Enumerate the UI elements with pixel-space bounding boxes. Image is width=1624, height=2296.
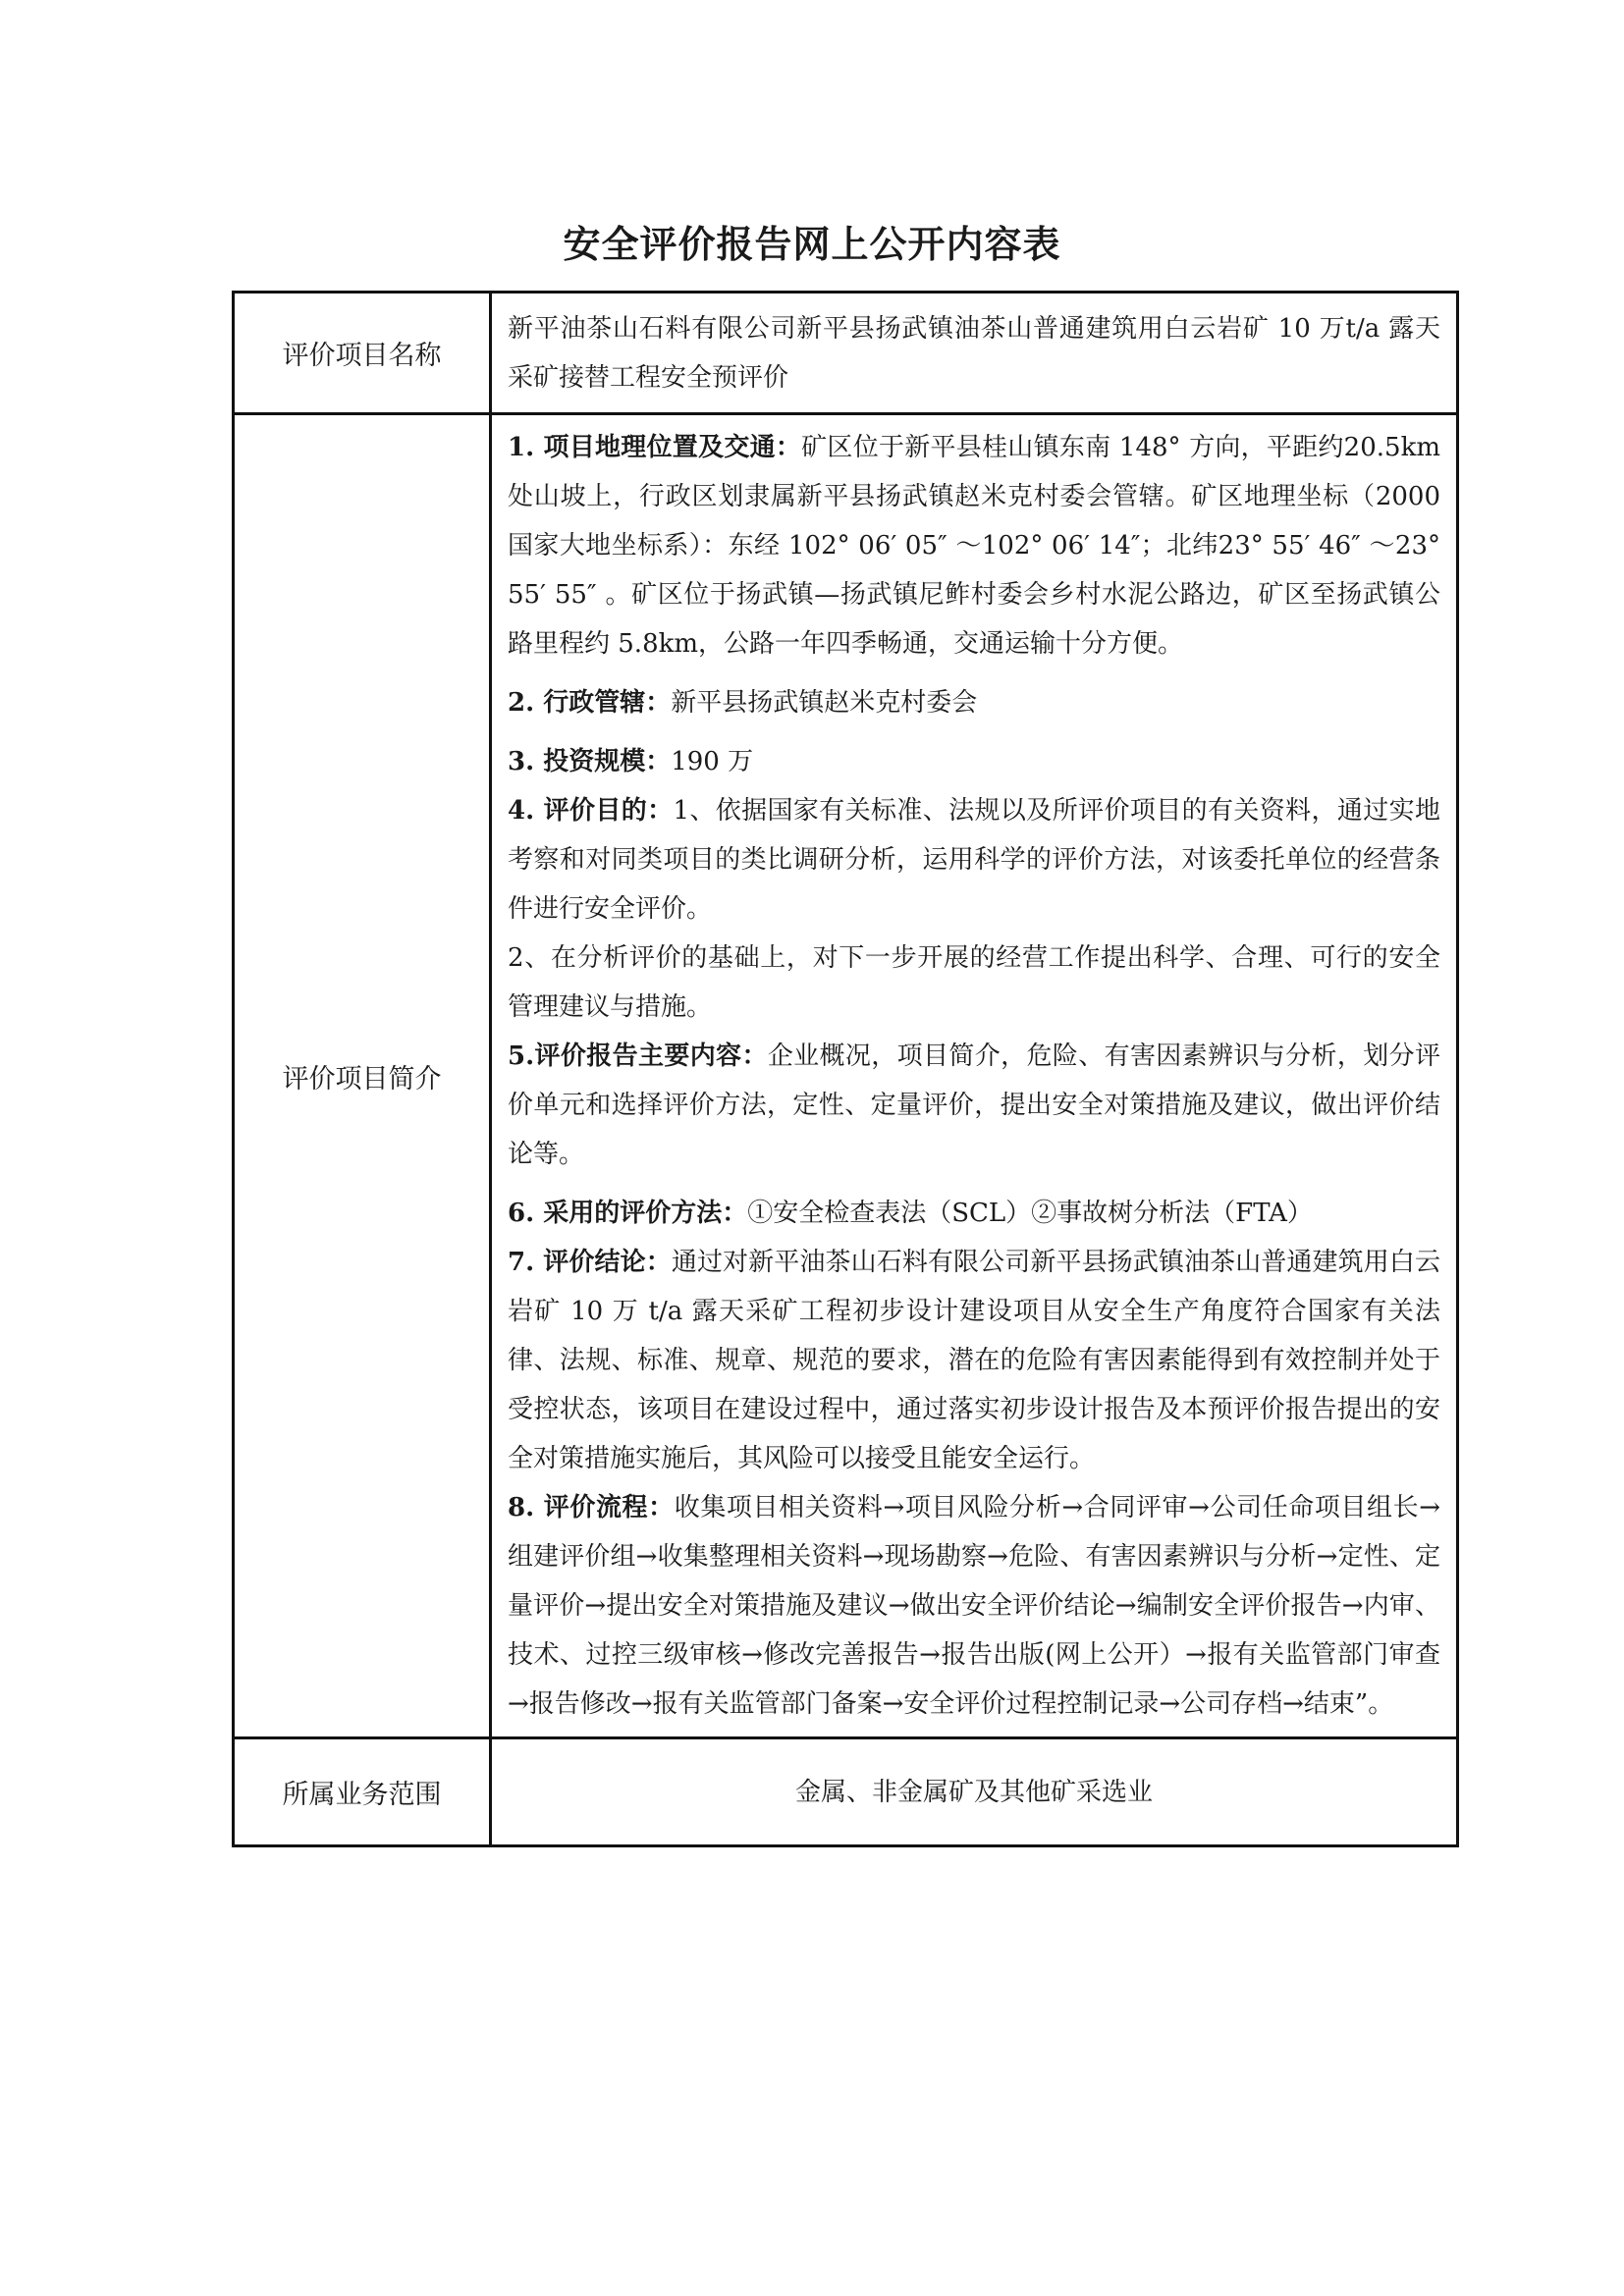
summary-item-6	[508, 1189, 1440, 1238]
summary-item-heading: 6. 采用的评价方法：	[508, 1199, 748, 1228]
table-row-business-scope	[234, 1738, 1458, 1846]
summary-item-3	[508, 737, 1440, 786]
summary-item-text: 矿区位于新平县桂山镇东南 148° 方向，平距约20.5km 处山坡上，行政区划隶属新平县扬武镇赵米克村委会管辖。矿区地理坐标（2000 国家大地坐标系）：东经 102° 06′ 05″ ～102° 06′ 14″；北纬23° 55′ 46″ ～23° 55′ 55″ 。矿区位于扬武镇—扬武镇尼鲊村委会乡村水泥公路边，矿区至扬武镇公路里程约 5.8km，公路一年四季畅通，交通运输十分方便。	[508, 433, 1440, 659]
summary-item-heading: 8. 评价流程：	[508, 1493, 675, 1522]
summary-label: 评价项目简介	[234, 414, 491, 1738]
table-row-summary	[234, 414, 1458, 1738]
summary-item-heading: 1. 项目地理位置及交通：	[508, 433, 802, 462]
summary-item-heading: 5.评价报告主要内容：	[508, 1041, 768, 1071]
disclosure-table	[232, 291, 1459, 1847]
business-scope-value: 金属、非金属矿及其他矿采选业	[491, 1738, 1458, 1846]
summary-item-text: 2、在分析评价的基础上，对下一步开展的经营工作提出科学、合理、可行的安全管理建议与措施。	[508, 943, 1440, 1022]
summary-item-7	[508, 1238, 1440, 1483]
table-row-project-name	[234, 293, 1458, 414]
summary-item-5	[508, 1032, 1440, 1179]
summary-item-text: 新平县扬武镇赵米克村委会	[671, 688, 978, 718]
summary-item-heading: 4. 评价目的：	[508, 796, 674, 826]
page-title: 安全评价报告网上公开内容表	[563, 223, 1061, 266]
summary-item-text: 通过对新平油茶山石料有限公司新平县扬武镇油茶山普通建筑用白云岩矿 10 万 t/a 露天采矿工程初步设计建设项目从安全生产角度符合国家有关法律、法规、标准、规章、规范的要求，潜在的危险有害因素能得到有效控制并处于受控状态，该项目在建设过程中，通过落实初步设计报告及本预评价报告提出的安全对策措施实施后，其风险可以接受且能安全运行。	[508, 1248, 1440, 1473]
summary-item-text: 1、依据国家有关标准、法规以及所评价项目的有关资料，通过实地考察和对同类项目的类比调研分析，运用科学的评价方法，对该委托单位的经营条件进行安全评价。	[508, 796, 1440, 924]
summary-item-4b	[508, 934, 1440, 1032]
summary-item-heading: 3. 投资规模：	[508, 747, 672, 776]
summary-item-text: 190 万	[671, 747, 754, 776]
project-name-value: 新平油茶山石料有限公司新平县扬武镇油茶山普通建筑用白云岩矿 10 万t/a 露天采矿接替工程安全预评价	[491, 293, 1458, 414]
summary-item-heading: 2. 行政管辖：	[508, 688, 672, 718]
summary-item-text: 企业概况，项目简介，危险、有害因素辨识与分析，划分评价单元和选择评价方法，定性、定量评价，提出安全对策措施及建议，做出评价结论等。	[508, 1041, 1440, 1169]
business-scope-label: 所属业务范围	[234, 1738, 491, 1846]
project-name-label: 评价项目名称	[234, 293, 491, 414]
summary-item-text: ①安全检查表法（SCL）②事故树分析法（FTA）	[747, 1199, 1313, 1228]
summary-item-text: 收集项目相关资料→项目风险分析→合同评审→公司任命项目组长→组建评价组→收集整理相关资料→现场勘察→危险、有害因素辨识与分析→定性、定量评价→提出安全对策措施及建议→做出安全评价结论→编制安全评价报告→内审、技术、过控三级审核→修改完善报告→报告出版(网上公开）→报有关监管部门审查→报告修改→报有关监管部门备案→安全评价过程控制记录→公司存档→结束”。	[508, 1493, 1441, 1719]
summary-item-heading: 7. 评价结论：	[508, 1248, 672, 1277]
summary-item-1	[508, 423, 1440, 668]
summary-item-4	[508, 786, 1440, 934]
summary-item-2	[508, 678, 1440, 727]
summary-item-8	[508, 1483, 1440, 1729]
summary-value	[491, 414, 1458, 1738]
